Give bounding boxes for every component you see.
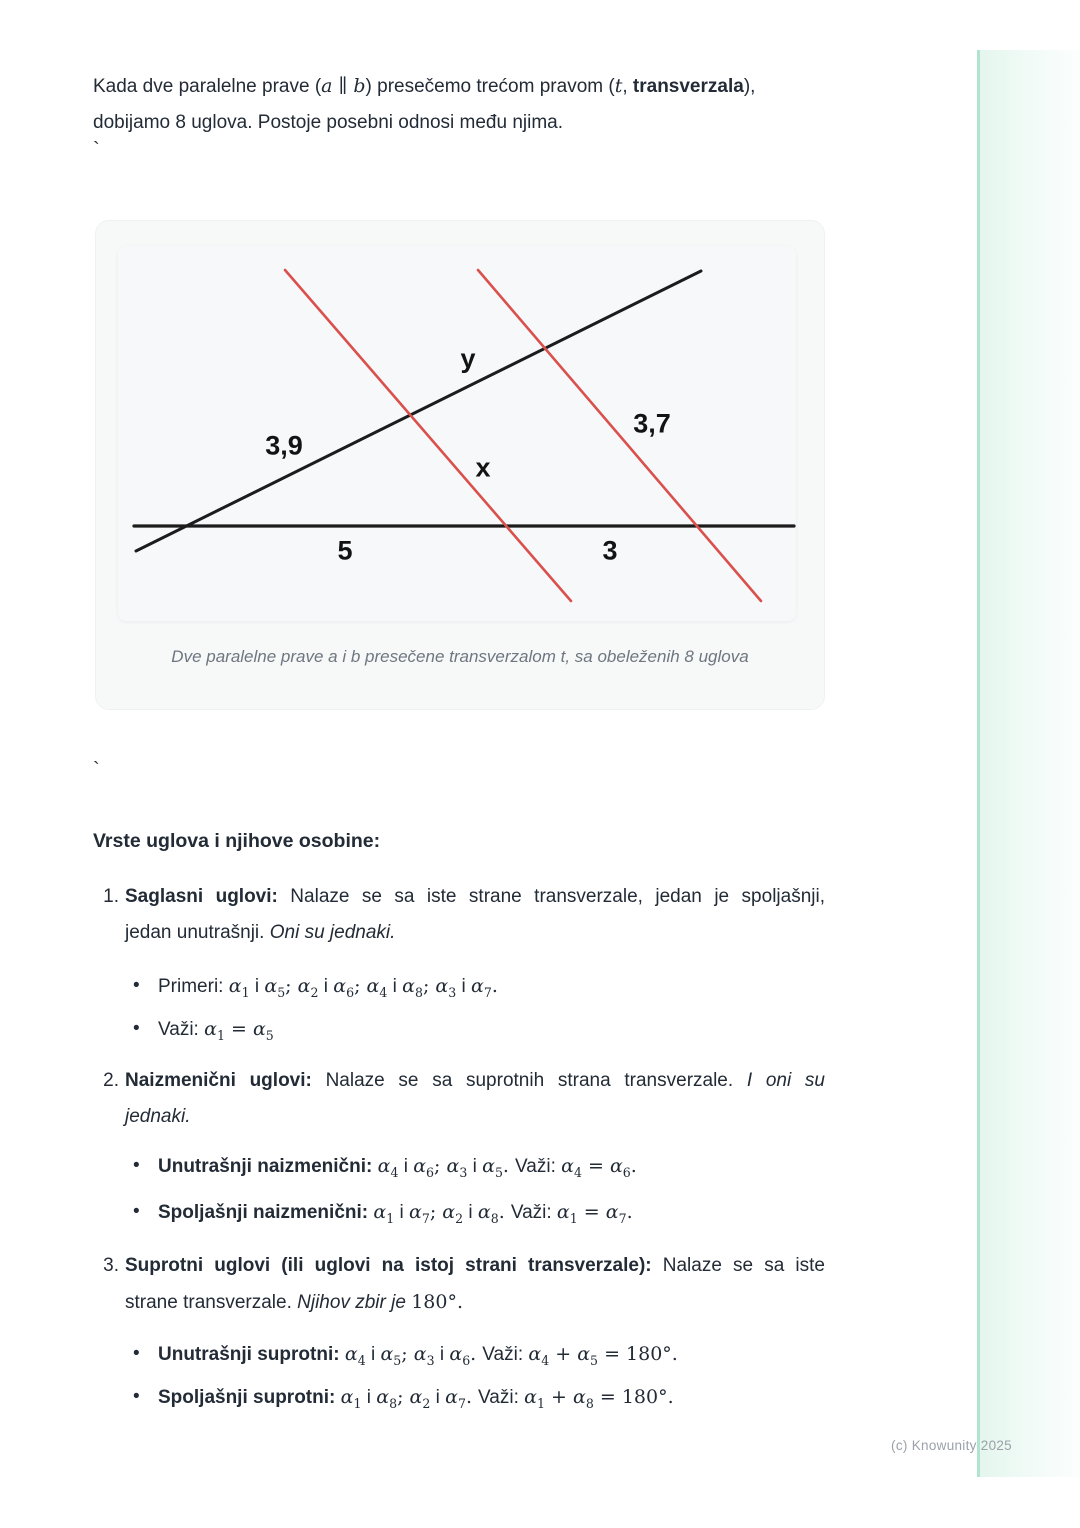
- transversal-left: [285, 270, 571, 601]
- intro-paragraph: [93, 68, 835, 141]
- figure-label-three-nine: 3,9: [265, 430, 303, 461]
- figure-image: [118, 246, 796, 621]
- figure-svg: [118, 246, 796, 621]
- intro-line-1: Kada dve paralelne prave (a ∥ b) presečemo trećom pravom (t, transverzala),: [93, 75, 756, 97]
- list-item-line: Suprotni uglovi (ili uglovi na istoj strani transverzale): Nalaze se sa iste: [125, 1255, 825, 1276]
- list-item-text: [125, 1248, 825, 1321]
- bullet-dot: •: [133, 975, 140, 996]
- list-item-line: strane transverzale. Njihov zbir je 180°.: [125, 1291, 463, 1313]
- stray-backtick-bottom: `: [93, 759, 100, 781]
- bullet-dot: •: [133, 1018, 140, 1039]
- bullet-text: Spoljašnji naizmenični: $\alpha_1$ i $\alpha_7$; $\alpha_2$ i $\alpha_8$. Važi: $\alpha_1 = \alpha_7$.: [158, 1201, 633, 1226]
- figure-card: [95, 220, 825, 710]
- section-heading: Vrste uglova i njihove osobine:: [93, 830, 381, 852]
- list-item-line: jedan unutrašnji. Oni su jednaki.: [125, 922, 396, 943]
- bullet-item: [133, 1194, 833, 1231]
- list-item-line: Naizmenični uglovi: Nalaze se sa suprotnih strana transverzale. I oni su: [125, 1070, 826, 1091]
- bullet-dot: •: [133, 1386, 140, 1407]
- list-item-line: jednaki.: [125, 1106, 191, 1127]
- list-item-line: Saglasni uglovi: Nalaze se sa iste strane transverzale, jedan je spoljašnji,: [125, 886, 825, 907]
- figure-label-x: x: [475, 452, 491, 483]
- bullet-dot: •: [133, 1343, 140, 1364]
- list-number: 3.: [103, 1255, 119, 1276]
- list-number: 2.: [103, 1070, 119, 1091]
- figure-label-three-seven: 3,7: [633, 408, 671, 439]
- list-item-3: [93, 1248, 825, 1321]
- figure-label-three: 3: [602, 535, 618, 566]
- watermark: (c) Knowunity 2025: [891, 1438, 1012, 1453]
- transversal-right: [478, 270, 761, 601]
- bullet-item: [133, 1011, 833, 1048]
- list-item-1: [93, 879, 825, 951]
- bullet-item: [133, 1148, 833, 1185]
- list-item-2: [93, 1063, 825, 1135]
- figure-caption: Dve paralelne prave a i b presečene transverzalom t, sa obeleženih 8 uglova: [171, 647, 749, 666]
- figure-label-y: y: [460, 343, 476, 374]
- list-item-text: [125, 1063, 825, 1135]
- figure-label-five: 5: [337, 535, 353, 566]
- list-item-text: [125, 879, 825, 951]
- intro-line-2: dobijamo 8 uglova. Postoje posebni odnosi među njima.: [93, 112, 564, 133]
- bullet-text: Spoljašnji suprotni: $\alpha_1$ i $\alpha_8$; $\alpha_2$ i $\alpha_7$. Važi: $\alpha_1 + \alpha_8 = 180^\circ$.: [158, 1386, 674, 1411]
- bullet-item: [133, 1336, 833, 1373]
- bullet-item: [133, 968, 833, 1005]
- list-number: 1.: [103, 886, 119, 907]
- bullet-dot: •: [133, 1155, 140, 1176]
- bullet-text: Važi: $\alpha_1 = \alpha_5$: [158, 1018, 274, 1043]
- bullet-text: Primeri: $\alpha_1$ i $\alpha_5$; $\alpha_2$ i $\alpha_6$; $\alpha_4$ i $\alpha_8$; $\alpha_3$ i $\alpha_7$.: [158, 975, 498, 1000]
- bullet-text: Unutrašnji naizmenični: $\alpha_4$ i $\alpha_6$; $\alpha_3$ i $\alpha_5$. Važi: $\alpha_4 = \alpha_6$.: [158, 1155, 637, 1180]
- bullet-text: Unutrašnji suprotni: $\alpha_4$ i $\alpha_5$; $\alpha_3$ i $\alpha_6$. Važi: $\alpha_4 + \alpha_5 = 180^\circ$.: [158, 1343, 678, 1368]
- line-a-diagonal: [136, 271, 701, 551]
- bullet-item: [133, 1379, 833, 1416]
- bullet-dot: •: [133, 1201, 140, 1222]
- stray-backtick-top: `: [93, 139, 100, 161]
